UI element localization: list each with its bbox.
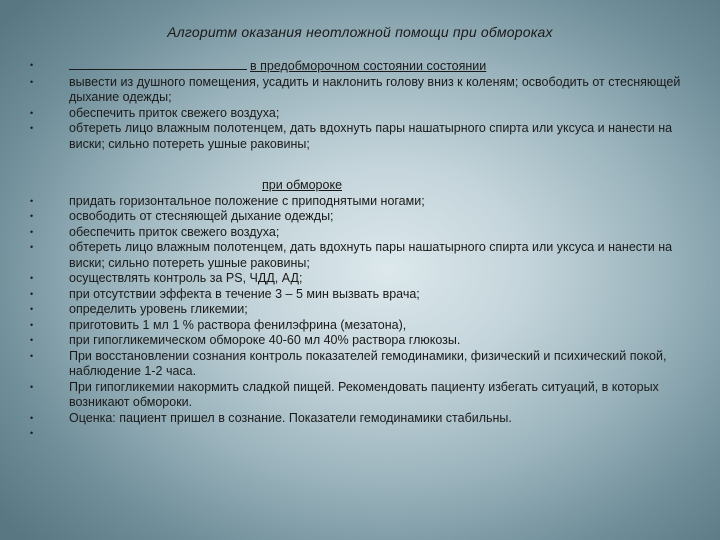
list-item xyxy=(30,380,690,411)
list-item-text: осуществлять контроль за PS, ЧДД, АД; xyxy=(69,271,303,285)
list-item xyxy=(30,318,690,334)
section2-heading: при обмороке xyxy=(262,178,343,192)
bullet-marker: • xyxy=(30,273,34,283)
list-item-text: При восстановлении сознания контроль показателей гемодинамики, физический и психический покой, наблюдение 1-2 часа. xyxy=(69,348,667,378)
bullet-marker: • xyxy=(30,107,34,118)
list-item-text: при отсутствии эффекта в течение 3 – 5 мин вызвать врача; xyxy=(69,286,420,301)
bullet-marker: • xyxy=(30,123,34,133)
list-item xyxy=(30,240,690,271)
list-item-text: При гипогликемии накормить сладкой пищей. Рекомендовать пациенту избегать ситуаций, в которых возникают обмороки. xyxy=(69,379,659,409)
list-item xyxy=(30,194,690,210)
fill-in-blank xyxy=(69,58,247,70)
list-item xyxy=(30,106,690,122)
list-item xyxy=(30,333,690,349)
list-item-text: освободить от стесняющей дыхание одежды; xyxy=(69,209,334,223)
list-item xyxy=(30,209,690,225)
list-item-text: обеспечить приток свежего воздуха; xyxy=(69,224,280,239)
bullet-marker: • xyxy=(30,226,34,237)
list-item xyxy=(30,75,690,106)
bullet-marker: • xyxy=(30,319,34,330)
bullet-marker: • xyxy=(30,304,34,314)
list-item-text: вывести из душного помещения, усадить и наклонить голову вниз к коленям; освободить от стесняющей дыхание одежды; xyxy=(69,74,681,104)
bullet-marker: • xyxy=(30,412,34,423)
bullet-marker: • xyxy=(30,195,34,206)
bullet-marker: • xyxy=(30,211,34,221)
list-item xyxy=(30,349,690,380)
bullet-marker: • xyxy=(30,288,34,299)
bullet-marker: • xyxy=(30,335,34,345)
list-item-text: обтереть лицо влажным полотенцем, дать вдохнуть пары нашатырного спирта или уксуса и нанести на виски; сильно потереть ушные раковины; xyxy=(69,121,673,151)
list-item-text: при гипогликемическом обмороке 40-60 мл 40% раствора глюкозы. xyxy=(69,333,461,347)
list-item xyxy=(30,121,690,152)
list-item xyxy=(30,271,690,287)
bullet-marker: • xyxy=(30,381,34,392)
list-item-text: приготовить 1 мл 1 % раствора фенилэфрина (мезатона), xyxy=(69,317,407,332)
bullet-marker: • xyxy=(30,76,34,87)
list-item-text: обтереть лицо влажным полотенцем, дать вдохнуть пары нашатырного спирта или уксуса и нанести на виски; сильно потереть ушные раковины; xyxy=(69,240,673,270)
list-item-text: определить уровень гликемии; xyxy=(69,302,248,316)
section1-heading: в предобморочном состоянии состоянии xyxy=(250,59,487,73)
section2-heading-row xyxy=(30,178,690,194)
list-item-empty xyxy=(30,426,690,442)
list-item-section1-heading xyxy=(30,58,690,75)
list-item-text: Оценка: пациент пришел в сознание. Показатели гемодинамики стабильны. xyxy=(69,410,512,425)
list-item xyxy=(30,411,690,427)
bullet-marker: • xyxy=(30,350,34,361)
list-item xyxy=(30,302,690,318)
slide-title: Алгоритм оказания неотложной помощи при обмороках xyxy=(167,24,553,40)
bullet-marker: • xyxy=(30,60,34,70)
section-spacer xyxy=(30,152,690,178)
bullet-list xyxy=(30,58,690,442)
bullet-marker: • xyxy=(30,242,34,252)
list-item xyxy=(30,287,690,303)
list-item-text: придать горизонтальное положение с приподнятыми ногами; xyxy=(69,193,425,208)
bullet-marker: • xyxy=(30,428,34,438)
list-item xyxy=(30,225,690,241)
list-item-text: обеспечить приток свежего воздуха; xyxy=(69,105,280,120)
